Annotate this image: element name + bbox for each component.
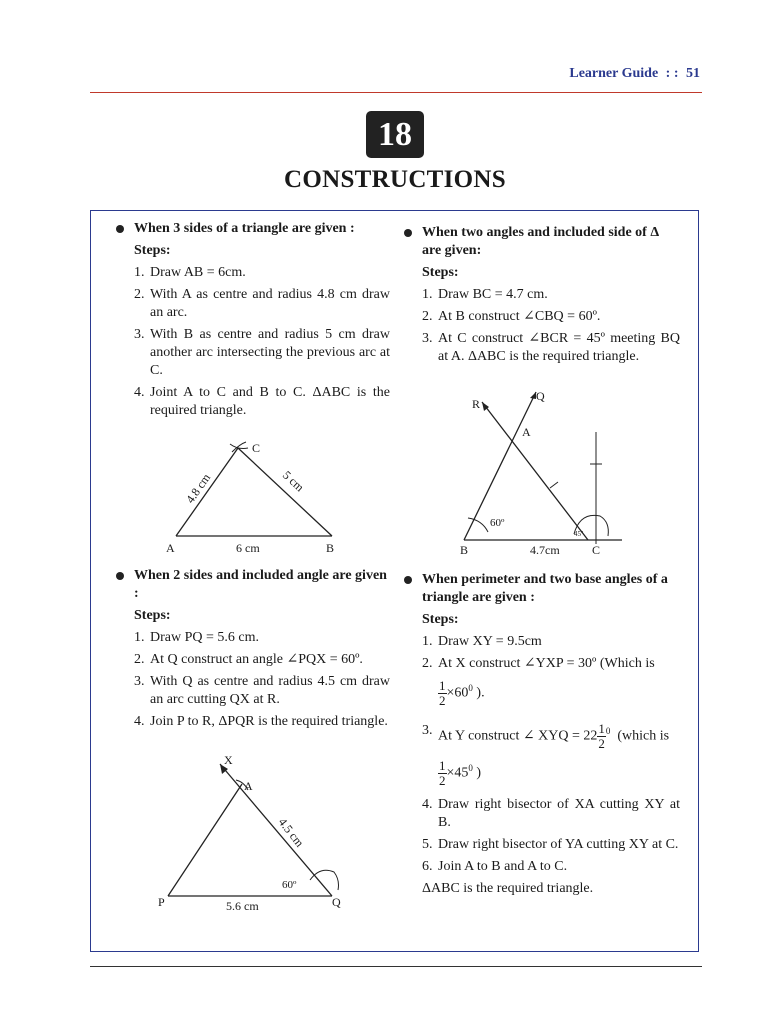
label-angle-b: 60º: [490, 517, 505, 529]
step: 1. Draw XY = 9.5cm: [422, 634, 542, 649]
label-a: A: [522, 425, 531, 439]
label-p: P: [158, 895, 165, 909]
label-b: B: [326, 541, 335, 555]
side-bc: [238, 448, 332, 536]
step-continuation: $\frac{1}{2}$ $\times 45^0$ ): [439, 758, 482, 788]
page-header: [565, 66, 700, 82]
section-heading: When 2 sides and included angle are given :: [116, 567, 390, 603]
step: 2. At B construct ∠CBQ = 60º.: [422, 309, 601, 324]
label-c: C: [592, 543, 601, 557]
chapter-title: CONSTRUCTIONS: [283, 166, 506, 193]
fraction: $\frac{1}{2}$: [439, 758, 446, 788]
steps-label: Steps:: [134, 243, 171, 258]
label-bc: 5 cm: [279, 467, 307, 495]
label-ab: 6 cm: [236, 541, 260, 555]
header-rule: [90, 92, 702, 93]
label-angle-c: 45º: [574, 530, 584, 538]
label-a: A: [244, 779, 253, 793]
triangle-pqa-figure: [150, 750, 350, 916]
step: 6. Join A to B and A to C.: [422, 859, 568, 874]
step: 4. Joint A to C and B to C. ΔABC is the required triangle.: [134, 385, 390, 418]
label-b: B: [460, 543, 469, 557]
label-q: Q: [536, 389, 545, 403]
section-heading: When two angles and included side of Δ are given:: [404, 224, 680, 260]
label-q: Q: [332, 895, 341, 909]
tick-2: [550, 482, 558, 488]
step: 2. At Q construct an angle ∠PQX = 60º.: [134, 652, 363, 667]
section-two-angles: [404, 224, 680, 370]
header-separator: : :: [665, 66, 679, 81]
step: 4. Draw right bisector of XA cutting XY at B.: [422, 797, 680, 830]
step: 3. With B as centre and radius 5 cm draw another arc intersecting the previous arc at C.: [134, 327, 390, 378]
chapter-number: 18: [366, 111, 424, 158]
steps-label: Steps:: [134, 608, 171, 623]
step-continuation: $\frac{1}{2}$ $\times 60^0$ ).: [439, 678, 485, 708]
label-x: X: [224, 753, 233, 767]
side-ac: [176, 448, 238, 536]
page-number: 51: [686, 66, 700, 81]
section-two-sides-angle: [116, 567, 390, 735]
steps-label: Steps:: [422, 265, 459, 280]
label-angle-q: 60º: [282, 879, 297, 891]
step: 1. Draw PQ = 5.6 cm.: [134, 630, 259, 645]
step: 2. With A as centre and radius 4.8 cm draw an arc.: [134, 287, 390, 320]
step: 5. Draw right bisector of YA cutting XY at C.: [422, 837, 679, 852]
label-qa: 4.5 cm: [275, 815, 307, 850]
section-perimeter: [404, 571, 680, 898]
label-ac: 4.8 cm: [182, 470, 214, 506]
label-a: A: [166, 541, 175, 555]
side-pa: [168, 784, 242, 896]
triangle-bca-figure: [450, 384, 630, 558]
label-pq: 5.6 cm: [226, 899, 259, 913]
fraction: $\frac{1}{2}$: [598, 721, 605, 751]
footer-rule: [90, 966, 702, 967]
step: 3. At Y construct ∠ XYQ = 22 $\frac{1}{2}$ $^0$ (which is: [422, 721, 670, 751]
step: 2. At X construct ∠YXP = 30º (Which is: [422, 656, 655, 671]
section-three-sides: [116, 220, 390, 424]
ray-qx: [220, 764, 332, 896]
label-bc: 4.7cm: [530, 543, 560, 557]
step: 4. Join P to R, ΔPQR is the required triangle.: [134, 714, 388, 729]
step: 3. With Q as centre and radius 4.5 cm draw an arc cutting QX at R.: [134, 674, 390, 707]
triangle-abc-figure: [160, 436, 350, 558]
label-c: C: [252, 441, 261, 455]
section-heading: When perimeter and two base angles of a triangle are given :: [404, 571, 680, 607]
conclusion: ΔABC is the required triangle.: [422, 881, 594, 896]
step: 1. Draw AB = 6cm.: [134, 265, 246, 280]
fraction: $\frac{1}{2}$: [439, 678, 446, 708]
step: 3. At C construct ∠BCR = 45º meeting BQ at A. ΔABC is the required triangle.: [422, 331, 680, 364]
steps-label: Steps:: [422, 612, 459, 627]
section-heading: When 3 sides of a triangle are given :: [116, 220, 390, 238]
label-r: R: [472, 397, 481, 411]
step: 1. Draw BC = 4.7 cm.: [422, 287, 548, 302]
guide-title: Learner Guide: [569, 66, 659, 81]
